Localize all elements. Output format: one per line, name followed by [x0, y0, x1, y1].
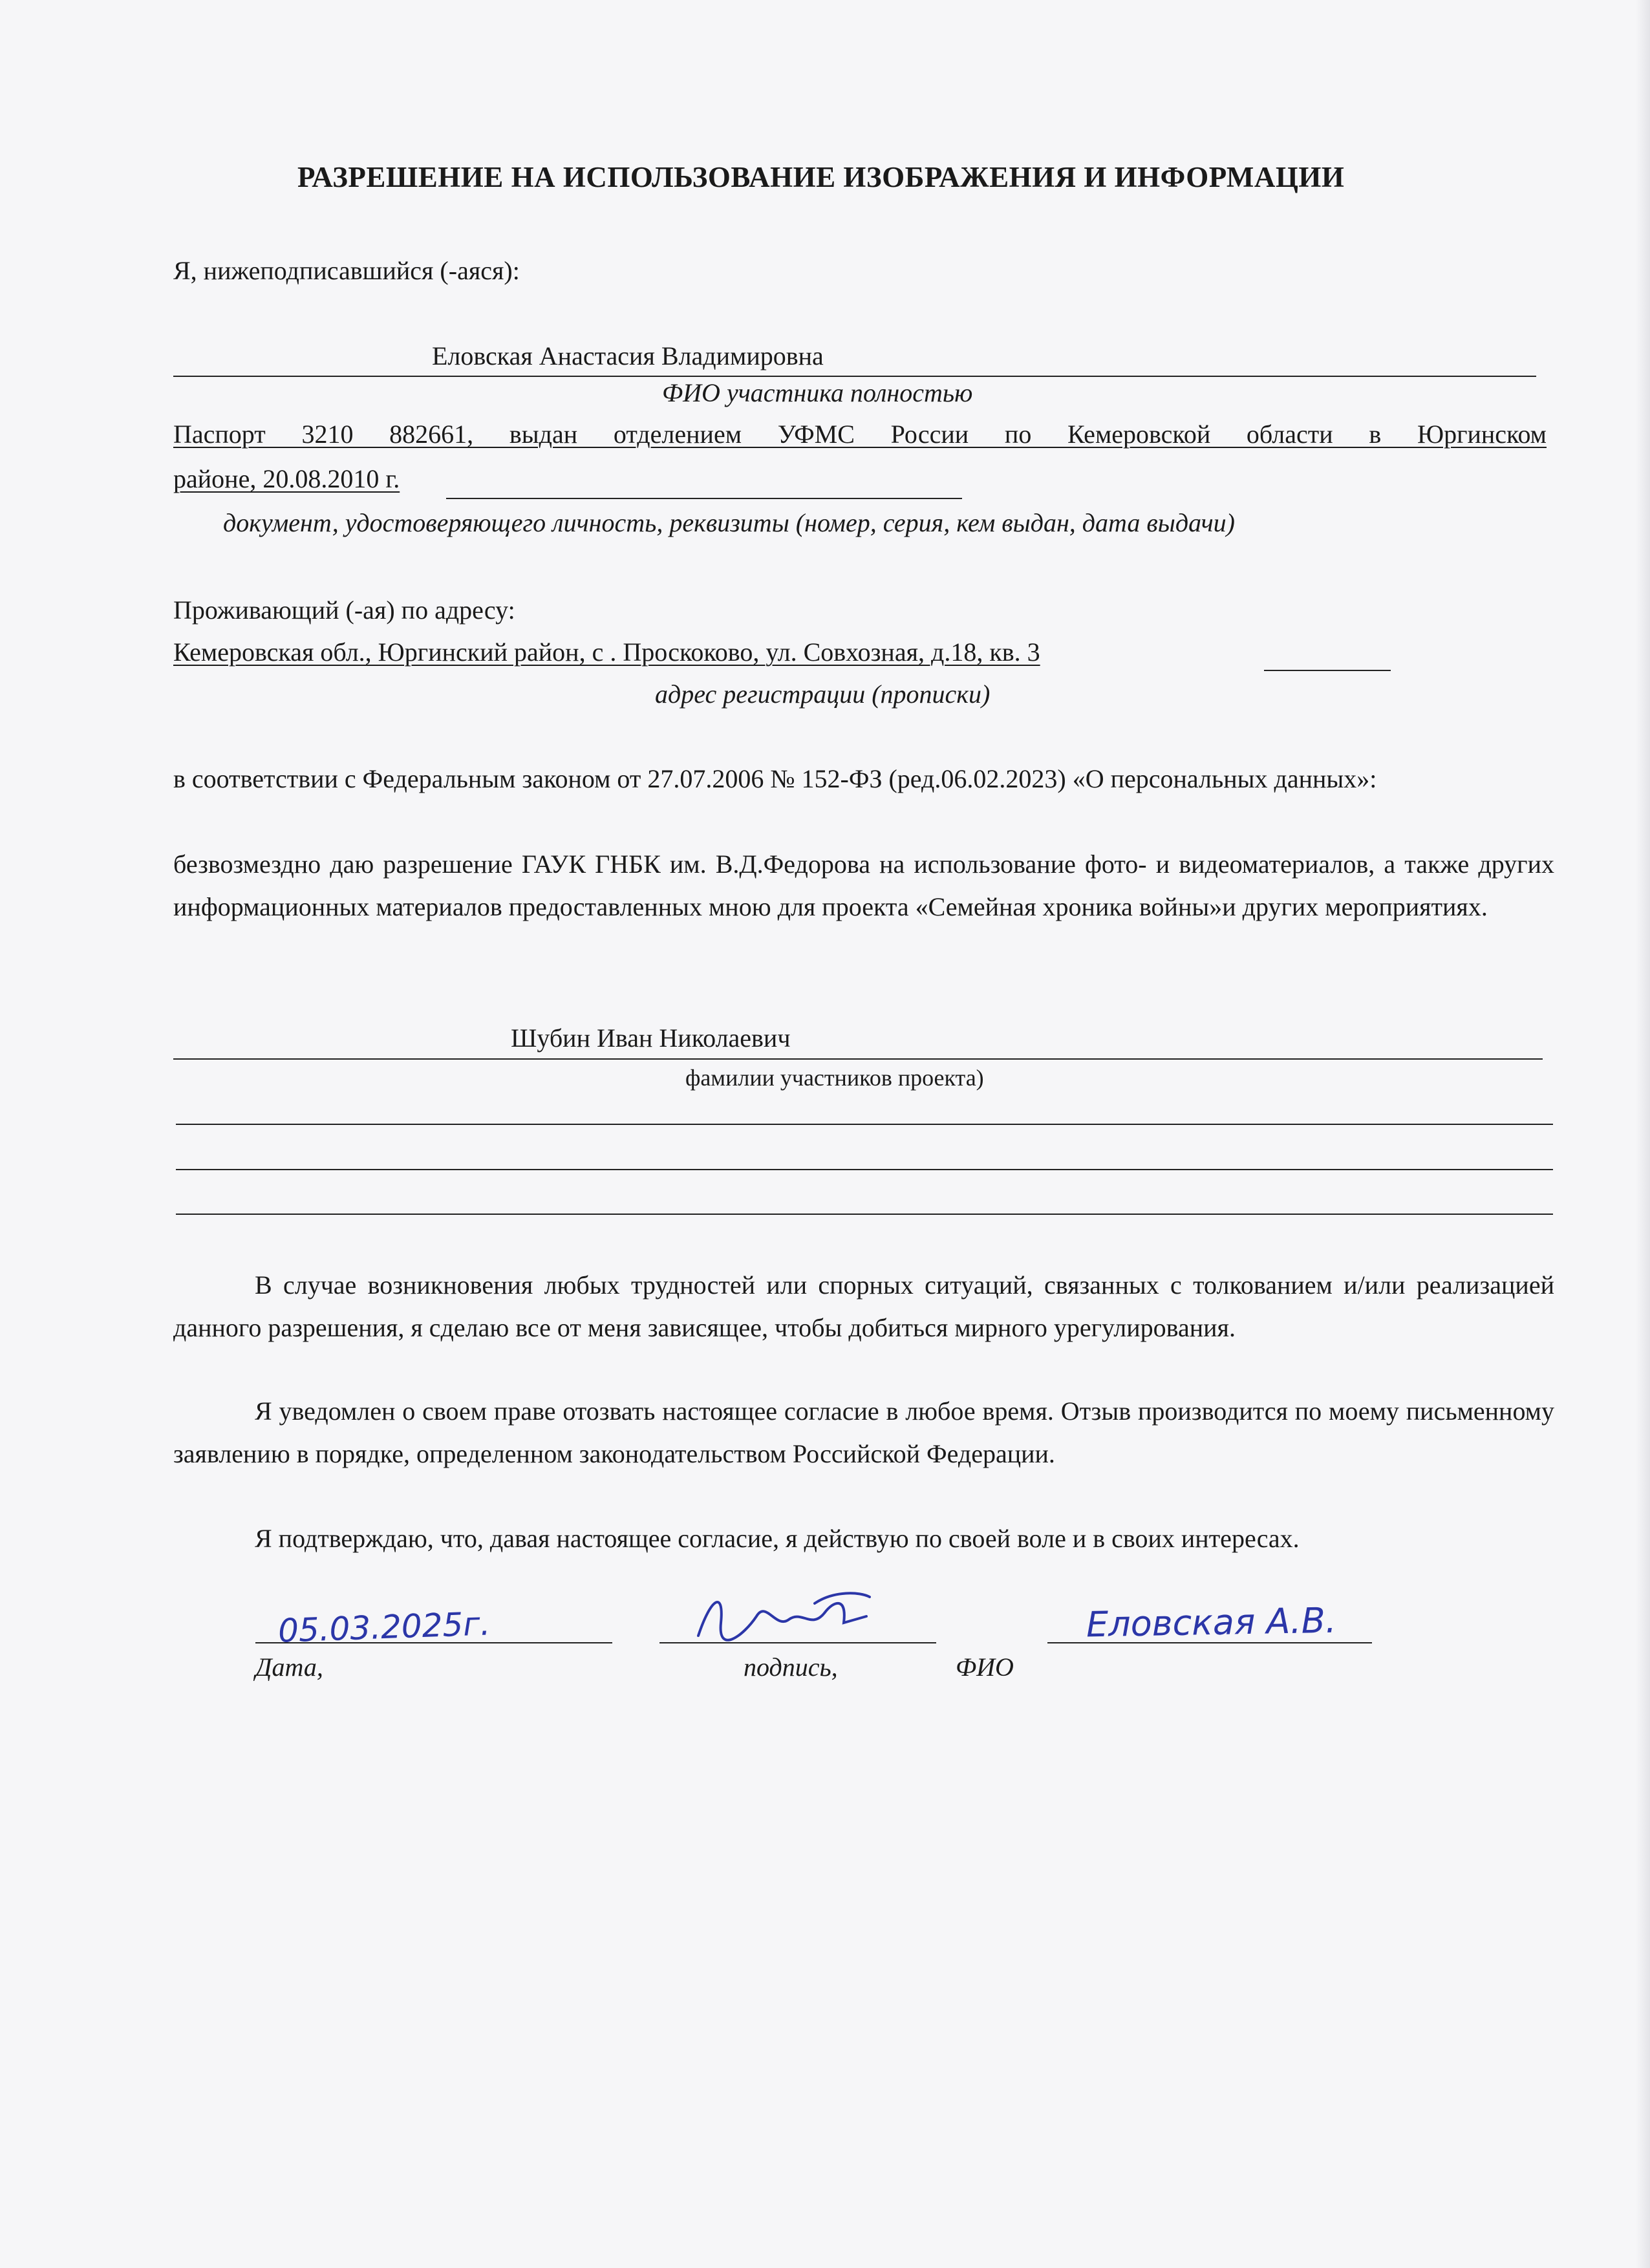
passport-line-1: Паспорт 3210 882661, выдан отделением УФМС России по Кемеровской области в Юргинском: [173, 420, 1547, 449]
address-fill-line: [1264, 670, 1391, 671]
participant-name-line: [173, 376, 1536, 377]
passport-fill-line: [446, 498, 962, 499]
date-label: Дата,: [255, 1653, 323, 1682]
permission-paragraph: безвозмездно даю разрешение ГАУК ГНБК им. В.Д.Федорова на использование фото- и видеоматериалов, а также других информационных материалов предоставленных мною для проекта «Семейная хроника войны»и других мероприятиях.: [173, 850, 1554, 921]
blank-line-1: [176, 1124, 1553, 1125]
law-paragraph: в соответствии с Федеральным законом от 27.07.2006 № 152-ФЗ (ред.06.02.2023) «О персональных данных»:: [173, 764, 1377, 793]
name-label: ФИО: [956, 1653, 1014, 1682]
signature-label: подпись,: [744, 1653, 838, 1682]
passport-caption: документ, удостоверяющего личность, реквизиты (номер, серия, кем выдан, дата выдачи): [223, 508, 1235, 537]
project-participant-caption: фамилии участников проекта): [685, 1065, 984, 1091]
participant-name: Еловская Анастасия Владимировна: [432, 341, 824, 370]
blank-line-3: [176, 1214, 1553, 1215]
project-participant-name: Шубин Иван Николаевич: [511, 1023, 791, 1053]
participant-caption: ФИО участника полностью: [662, 378, 973, 407]
name-handwritten: Еловская А.В.: [1086, 1599, 1337, 1645]
date-line: [255, 1642, 612, 1643]
date-handwritten: 05.03.2025г.: [277, 1605, 491, 1650]
name-line: [1047, 1642, 1372, 1643]
intro-text: Я, нижеподписавшийся (-аяся):: [173, 256, 520, 285]
revoke-paragraph: Я уведомлен о своем праве отозвать настоящее согласие в любое время. Отзыв производится по моему письменному заявлению в порядке, определенном законодательством Российской Федерации.: [173, 1396, 1554, 1468]
address-caption: адрес регистрации (прописки): [655, 679, 991, 709]
page-edge-shadow: [1636, 0, 1650, 2268]
document-title: РАЗРЕШЕНИЕ НА ИСПОЛЬЗОВАНИЕ ИЗОБРАЖЕНИЯ И ИНФОРМАЦИИ: [297, 161, 1345, 193]
project-participant-line: [173, 1058, 1543, 1060]
address-value: Кемеровская обл., Юргинский район, с . Проскоково, ул. Совхозная, д.18, кв. 3: [173, 637, 1040, 667]
signature-line: [659, 1642, 936, 1643]
address-intro: Проживающий (-ая) по адресу:: [173, 595, 515, 625]
blank-line-2: [176, 1169, 1553, 1170]
dispute-paragraph: В случае возникновения любых трудностей или спорных ситуаций, связанных с толкованием и/или реализацией данного разрешения, я сделаю все от меня зависящее, чтобы добиться мирного урегулирования.: [173, 1270, 1554, 1342]
confirm-paragraph: Я подтверждаю, что, давая настоящее согласие, я действую по своей воле и в своих интересах.: [255, 1524, 1300, 1553]
signature-mark: [685, 1584, 879, 1649]
passport-line-2: районе, 20.08.2010 г.: [173, 464, 400, 493]
